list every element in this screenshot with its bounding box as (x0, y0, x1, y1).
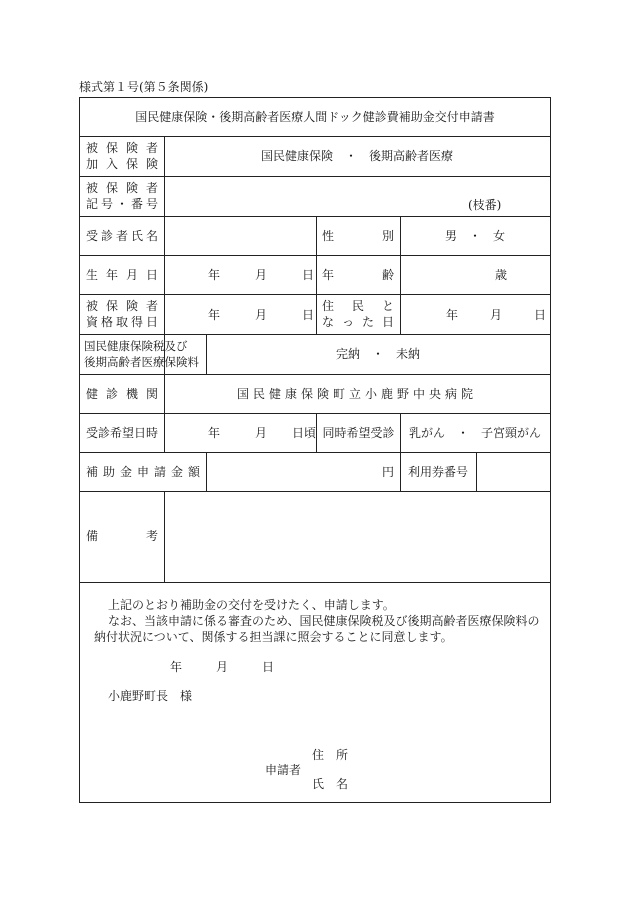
col-divider (476, 452, 477, 491)
sex-label: 性別 (322, 229, 394, 243)
row-divider (80, 334, 550, 335)
declaration-line-3: 納付状況について、関係する担当課に照会することに同意します。 (94, 630, 453, 644)
row-divider (80, 491, 550, 492)
application-day: 日 (262, 660, 275, 674)
qualification-year: 年 (208, 308, 221, 322)
institution-label: 健診機関 (86, 387, 158, 401)
remarks-label: 備考 (86, 529, 158, 543)
amount-unit: 円 (382, 465, 395, 479)
tax-label-1: 国民健康保険税及び (84, 339, 188, 353)
age-label: 年齢 (322, 268, 394, 282)
resident-month: 月 (490, 308, 503, 322)
preferred-month: 月 (255, 426, 268, 440)
col-divider (206, 452, 207, 491)
insured-number-label-1: 被保険者 (86, 181, 158, 195)
qualification-day: 日 (302, 308, 315, 322)
examinee-name-label: 受診者氏名 (86, 229, 158, 243)
simultaneous-exam-label: 同時希望受診 (322, 426, 395, 440)
qualification-month: 月 (255, 308, 268, 322)
name-label: 氏 名 (312, 777, 349, 791)
row-divider (80, 582, 550, 583)
resident-day: 日 (534, 308, 547, 322)
institution-value: 国民健康保険町立小鹿野中央病院 (236, 387, 477, 401)
preferred-date-label: 受診希望日時 (86, 426, 159, 440)
branch-number-label: (枝番) (468, 198, 502, 212)
application-year: 年 (170, 660, 183, 674)
col-divider (316, 216, 317, 334)
insurance-value: 国民健康保険 ・ 後期高齢者医療 (260, 149, 453, 163)
qualification-label-1: 被保険者 (86, 299, 158, 313)
voucher-number-label: 利用券番号 (407, 465, 468, 479)
row-divider (80, 216, 550, 217)
row-divider (80, 374, 550, 375)
address-label: 住 所 (312, 748, 349, 762)
row-divider (80, 136, 550, 137)
row-divider (80, 413, 550, 414)
sex-options: 男 ・ 女 (444, 229, 505, 243)
tax-label-2: 後期高齢者医療保険料 (84, 355, 199, 369)
row-divider (80, 452, 550, 453)
birth-month: 月 (255, 268, 268, 282)
insurance-label-1: 被保険者 (86, 141, 158, 155)
preferred-year: 年 (208, 426, 221, 440)
application-month: 月 (216, 660, 229, 674)
amount-label: 補助金申請金額 (86, 465, 200, 479)
insured-number-label-2: 記号・番号 (86, 197, 158, 211)
row-divider (80, 294, 550, 295)
age-unit: 歳 (495, 268, 508, 282)
row-divider (80, 255, 550, 256)
preferred-day: 日頃 (292, 426, 317, 440)
birth-day: 日 (302, 268, 315, 282)
applicant-label: 申請者 (265, 763, 302, 777)
resident-year: 年 (446, 308, 459, 322)
declaration-line-1: 上記のとおり補助金の交付を受けたく、申請します。 (108, 598, 395, 612)
row-divider (80, 176, 550, 177)
tax-payment-status: 完納 ・ 未納 (335, 347, 420, 361)
form-title: 国民健康保険・後期高齢者医療人間ドック健診費補助金交付申請書 (135, 110, 495, 124)
resident-label-2: なった日 (322, 315, 394, 329)
col-divider (164, 491, 165, 582)
addressee: 小鹿野町長 様 (108, 689, 193, 703)
form-number: 様式第１号(第５条関係) (79, 80, 209, 94)
birth-year: 年 (208, 268, 221, 282)
qualification-label-2: 資格取得日 (86, 315, 158, 329)
birth-date-label: 生年月日 (86, 268, 158, 282)
resident-label-1: 住民と (322, 299, 394, 313)
application-form (79, 97, 551, 803)
insurance-label-2: 加入保険 (86, 157, 158, 171)
simultaneous-exam-options: 乳がん ・ 子宮頸がん (408, 426, 541, 440)
declaration-line-2: なお、当該申請に係る審査のため、国民健康保険税及び後期高齢者医療保険料の (108, 614, 540, 628)
